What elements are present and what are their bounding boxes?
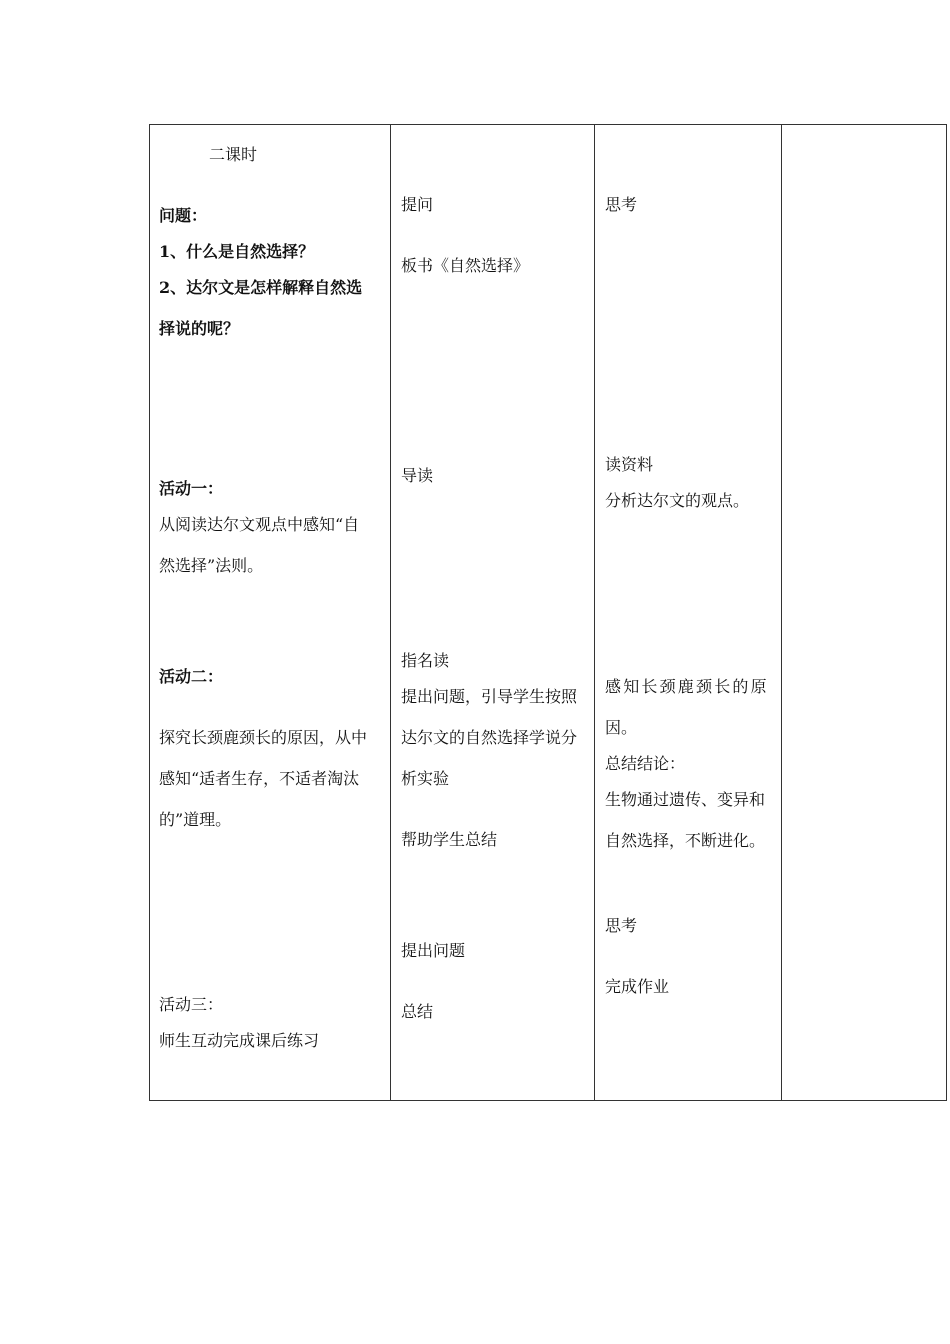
student-think-1: 思考 — [605, 195, 638, 214]
column-divider-2 — [594, 124, 595, 1101]
activity-1-line-1: 从阅读达尔文观点中感知“自 — [159, 515, 360, 534]
column-divider-3 — [781, 124, 782, 1101]
question-2-line-2: 择说的呢？ — [159, 319, 240, 338]
teacher-help-summary: 帮助学生总结 — [401, 830, 498, 849]
student-conclusion-heading: 总结结论： — [605, 754, 686, 773]
activity-3-heading: 活动三： — [159, 995, 224, 1014]
teacher-board: 板书《自然选择》 — [401, 256, 530, 275]
student-conclusion-line-1: 生物通过遗传、变异和 — [605, 790, 766, 809]
activity-2-line-3: 的”道理。 — [159, 810, 232, 829]
teacher-raise-question: 提出问题 — [401, 941, 466, 960]
teacher-ask: 提问 — [401, 195, 434, 214]
question-heading: 问题： — [159, 206, 208, 225]
lesson-plan-table — [149, 124, 947, 1101]
student-perceive-line-1: 感知长颈鹿颈长的原 — [605, 677, 769, 696]
teacher-summary: 总结 — [401, 1002, 434, 1021]
activity-2-line-2: 感知“适者生存，不适者淘汰 — [159, 769, 360, 788]
activity-3-line-1: 师生互动完成课后练习 — [159, 1031, 320, 1050]
student-perceive-line-2: 因。 — [605, 718, 638, 737]
student-read-material: 读资料 — [605, 455, 654, 474]
teacher-guide-line-1: 提出问题，引导学生按照 — [401, 687, 578, 706]
activity-1-heading: 活动一： — [159, 479, 224, 498]
question-2-line-1: 2、达尔文是怎样解释自然选 — [159, 278, 363, 297]
student-analyze: 分析达尔文的观点。 — [605, 491, 750, 510]
teacher-guide-line-2: 达尔文的自然选择学说分 — [401, 728, 578, 747]
activity-1-line-2: 然选择”法则。 — [159, 556, 264, 575]
column-divider-1 — [390, 124, 391, 1101]
teacher-guide-line-3: 析实验 — [401, 769, 450, 788]
student-think-2: 思考 — [605, 916, 638, 935]
teacher-named-reading: 指名读 — [401, 651, 450, 670]
student-conclusion-line-2: 自然选择，不断进化。 — [605, 831, 766, 850]
lesson-label: 二课时 — [209, 145, 258, 164]
activity-2-heading: 活动二： — [159, 667, 224, 686]
activity-2-line-1: 探究长颈鹿颈长的原因，从中 — [159, 728, 368, 747]
student-homework: 完成作业 — [605, 977, 670, 996]
question-1: 1、什么是自然选择？ — [159, 242, 315, 261]
teacher-guide-reading: 导读 — [401, 466, 434, 485]
